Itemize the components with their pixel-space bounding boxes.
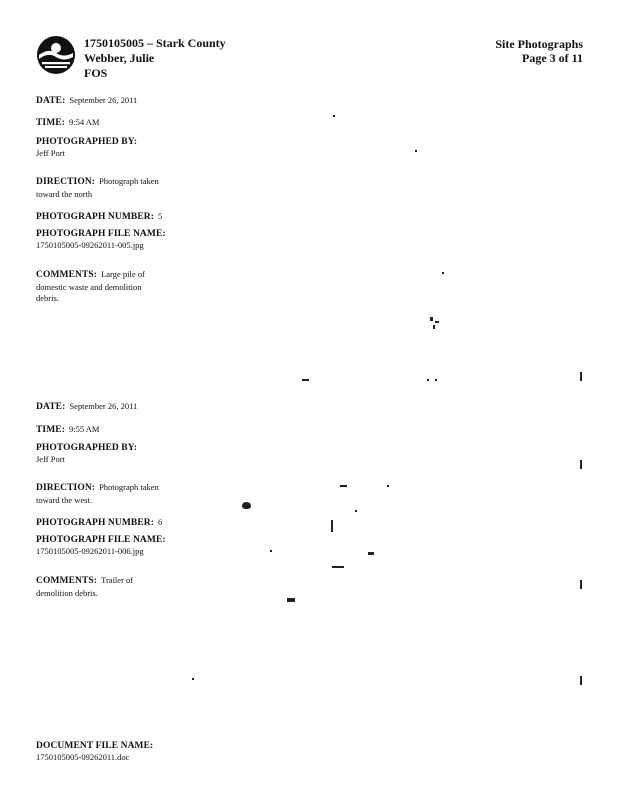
comments-line1: Large pile of <box>101 269 145 279</box>
file-name-value: 1750105005-09262011-006.jpg <box>36 546 144 556</box>
site-id: 1750105005 – Stark County <box>84 36 226 50</box>
section-title: Site Photographs <box>495 37 583 51</box>
file-name-field <box>36 535 206 557</box>
time-value: 9:55 AM <box>69 424 100 434</box>
file-name-value: 1750105005-09262011-005.jpg <box>36 240 144 250</box>
photo-number-label: PHOTOGRAPH NUMBER: <box>36 518 154 528</box>
time-value: 9:54 AM <box>69 117 100 127</box>
photo-number-label: PHOTOGRAPH NUMBER: <box>36 212 154 222</box>
direction-label: DIRECTION: <box>36 177 96 187</box>
file-name-label: PHOTOGRAPH FILE NAME: <box>36 229 166 239</box>
direction-value-line2: toward the west. <box>36 495 92 505</box>
date-value: September 26, 2011 <box>69 401 138 411</box>
time-field <box>36 419 206 437</box>
photographer-value: Jeff Port <box>36 454 65 464</box>
photo-number-value: 6 <box>158 517 163 527</box>
date-field <box>36 396 206 414</box>
direction-field <box>36 171 206 200</box>
comments-line1: Trailer of <box>101 575 134 585</box>
photographer-field <box>36 443 206 465</box>
document-file-field <box>36 741 286 763</box>
photo-6-area <box>190 390 590 690</box>
comments-line3: debris. <box>36 293 59 303</box>
comments-line2: domestic waste and demolition <box>36 282 142 292</box>
photographer-field <box>36 137 206 159</box>
direction-field <box>36 477 206 506</box>
comments-field <box>36 264 206 304</box>
comments-label: COMMENTS: <box>36 270 98 280</box>
comments-line2: demolition debris. <box>36 588 98 598</box>
date-label: DATE: <box>36 96 66 106</box>
date-field <box>36 90 206 108</box>
date-label: DATE: <box>36 402 66 412</box>
inspector-name: Webber, Julie <box>84 51 155 65</box>
direction-label: DIRECTION: <box>36 483 96 493</box>
direction-value-line1: Photograph taken <box>99 176 159 186</box>
file-name-field <box>36 229 206 251</box>
photographer-label: PHOTOGRAPHED BY: <box>36 443 138 453</box>
comments-field <box>36 570 206 599</box>
document-file-label: DOCUMENT FILE NAME: <box>36 741 154 751</box>
document-file-value: 1750105005-09262011.doc <box>36 752 130 762</box>
page-number: Page 3 of 11 <box>522 51 583 65</box>
comments-label: COMMENTS: <box>36 576 98 586</box>
agency-logo <box>36 35 76 75</box>
photo-number-field <box>36 206 206 224</box>
time-field <box>36 112 206 130</box>
time-label: TIME: <box>36 425 65 435</box>
file-name-label: PHOTOGRAPH FILE NAME: <box>36 535 166 545</box>
photo-number-field <box>36 512 206 530</box>
date-value: September 26, 2011 <box>69 95 138 105</box>
direction-value-line2: toward the north <box>36 189 93 199</box>
photographer-label: PHOTOGRAPHED BY: <box>36 137 138 147</box>
direction-value-line1: Photograph taken <box>99 482 159 492</box>
time-label: TIME: <box>36 118 65 128</box>
photo-number-value: 5 <box>158 211 163 221</box>
photographer-value: Jeff Port <box>36 148 65 158</box>
office-code: FOS <box>84 66 108 80</box>
photo-5-area <box>190 85 590 385</box>
